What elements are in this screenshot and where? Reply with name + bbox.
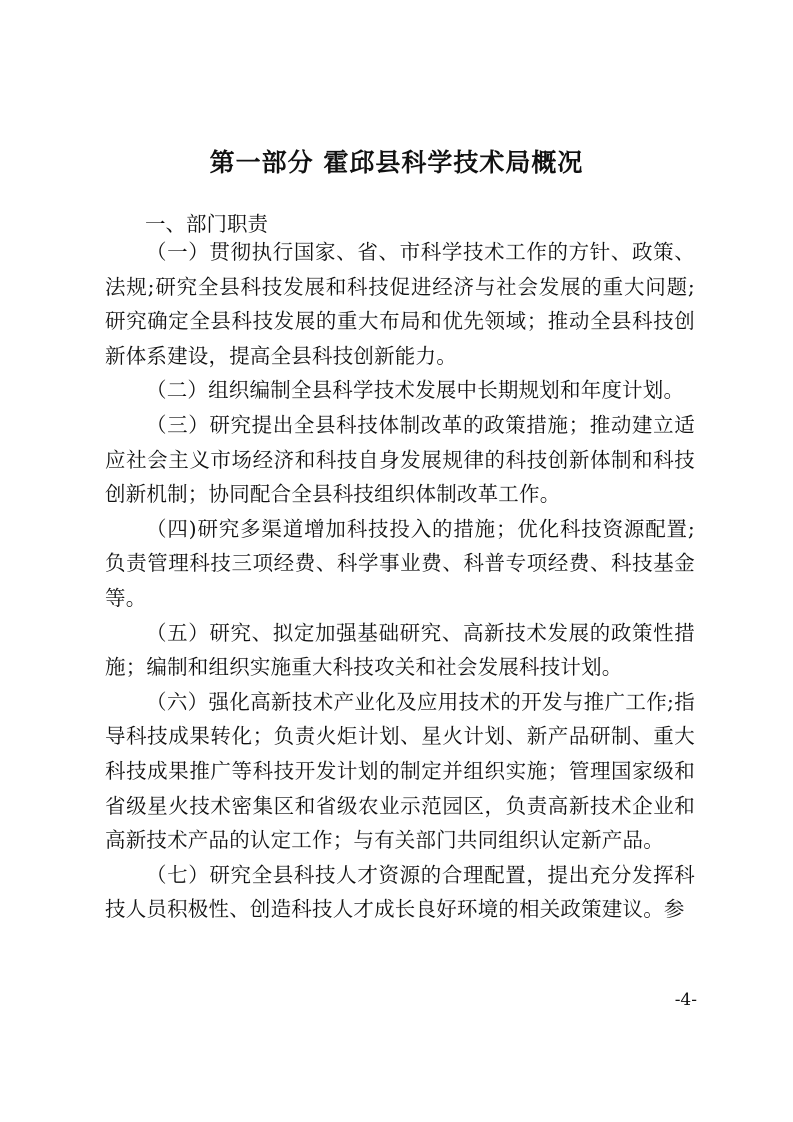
paragraph-5: （五）研究、拟定加强基础研究、高新技术发展的政策性措施；编制和组织实施重大科技攻关和社会发展科技计划。 bbox=[105, 620, 695, 680]
paragraph-3: （三）研究提出全县科技体制改革的政策措施；推动建立适应社会主义市场经济和科技自身发展规律的科技创新体制和科技创新机制；协同配合全县科技组织体制改革工作。 bbox=[105, 412, 695, 507]
paragraph-2: （二）组织编制全县科学技术发展中长期规划和年度计划。 bbox=[146, 378, 685, 403]
paragraph-7: （七）研究全县科技人才资源的合理配置，提出充分发挥科技人员积极性、创造科技人才成长良好环境的相关政策建议。参 bbox=[105, 862, 695, 922]
paragraph-6: （六）强化高新技术产业化及应用技术的开发与推广工作;指导科技成果转化；负责火炬计划、星火计划、新产品研制、重大科技成果推广等科技开发计划的制定并组织实施；管理国家级和省级星火技术密集区和省级农业示范园区，负责高新技术企业和高新技术产品的认定工作；与有关部门共同组织认定新产品。 bbox=[105, 689, 695, 853]
body-text bbox=[105, 235, 695, 927]
paragraph-4: （四)研究多渠道增加科技投入的措施；优化科技资源配置;负责管理科技三项经费、科学事业费、科普专项经费、科技基金等。 bbox=[105, 516, 695, 610]
paragraph-1: （一）贯彻执行国家、省、市科学技术工作的方针、政策、法规;研究全县科技发展和科技促进经济与社会发展的重大问题;研究确定全县科技发展的重大布局和优先领域；推动全县科技创新体系建设，提高全县科技创新能力。 bbox=[105, 240, 695, 368]
page-number: -4- bbox=[674, 990, 697, 1010]
section-heading: 一、部门职责 bbox=[145, 212, 268, 236]
page-title: 第一部分 霍邱县科学技术局概况 bbox=[209, 148, 584, 177]
